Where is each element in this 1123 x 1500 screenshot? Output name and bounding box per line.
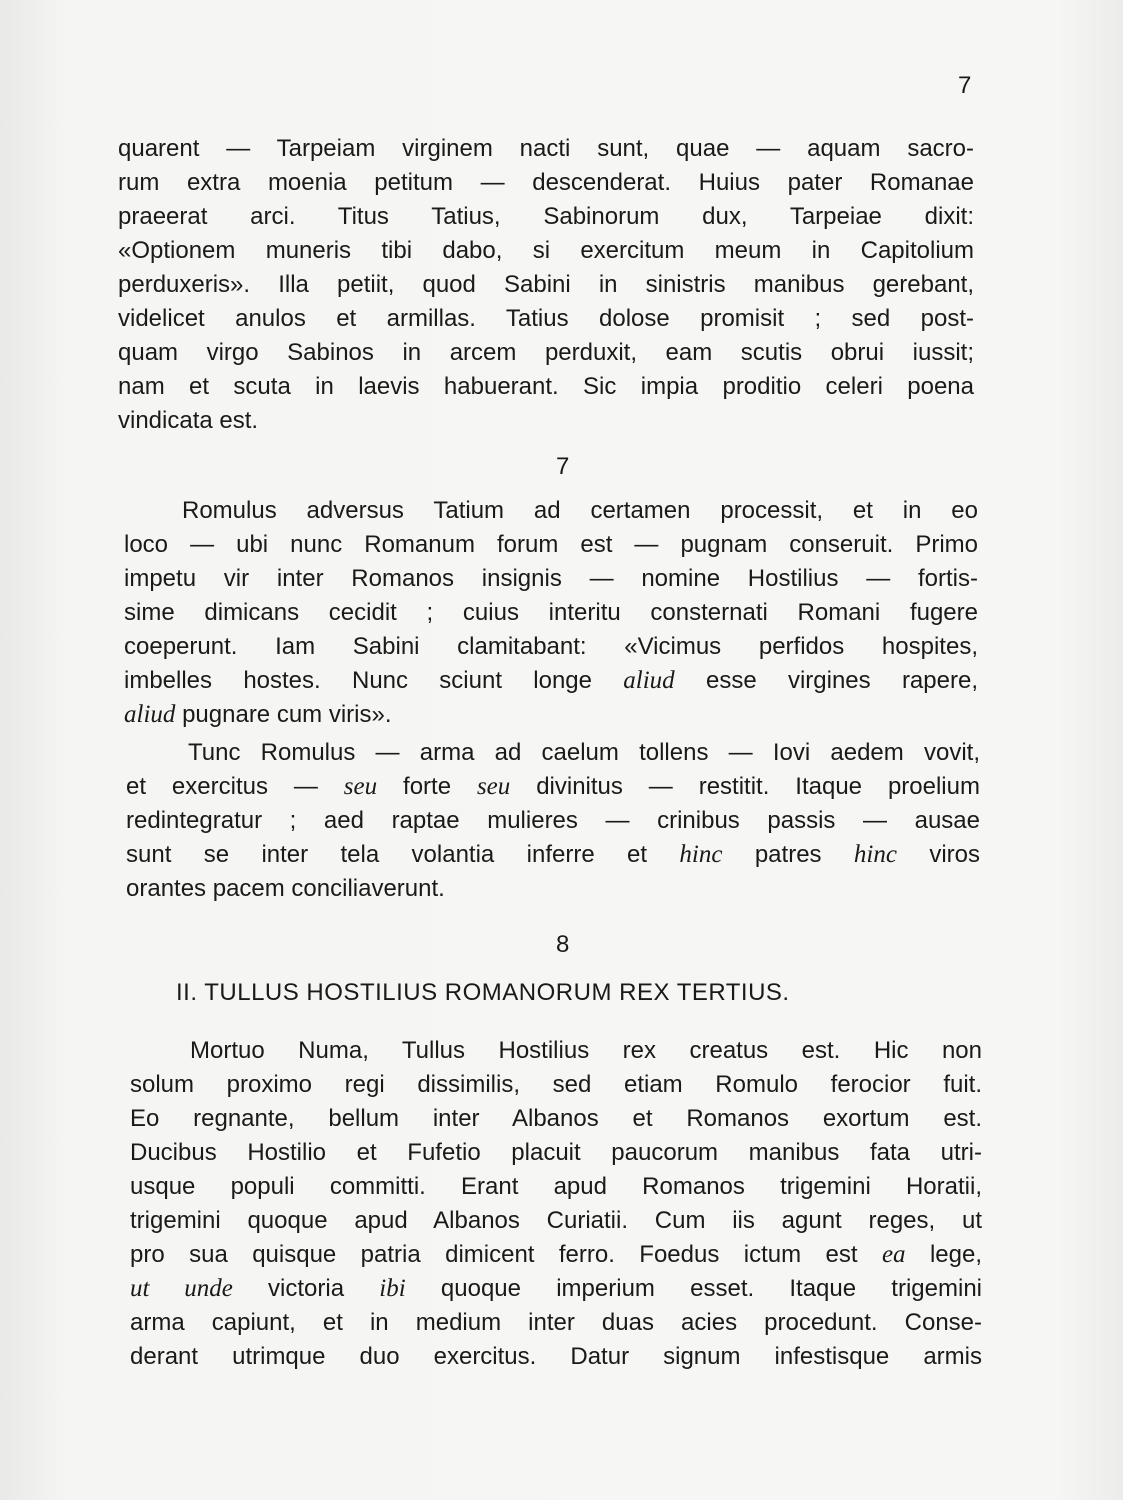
text-line: coeperunt. Iam Sabini clamitabant: «Vicimus perfidos hospites, [124, 633, 978, 660]
text-segment: et exercitus — [126, 773, 344, 800]
text-line: Eo regnante, bellum inter Albanos et Romanos exortum est. [130, 1105, 982, 1132]
text-line: Tunc Romulus — arma ad caelum tollens — Iovi aedem vovit, [188, 739, 980, 766]
italic-word: aliud [623, 667, 675, 694]
italic-word: ibi [379, 1275, 406, 1302]
text-segment: forte [377, 773, 477, 800]
text-line: sime dimicans cecidit ; cuius interitu consternati Romani fugere [124, 599, 978, 626]
text-line: vindicata est. [118, 407, 259, 434]
text-segment: quoque imperium esset. Itaque trigemini [405, 1275, 982, 1302]
italic-word: ea [881, 1241, 906, 1268]
text-segment: imbelles hostes. Nunc sciunt longe [124, 667, 624, 694]
chapter-title: II. TULLUS HOSTILIUS ROMANORUM REX TERTIUS. [176, 979, 790, 1006]
text-line [124, 700, 392, 730]
page-number: 7 [958, 72, 972, 99]
text-line: videlicet anulos et armillas. Tatius dolose promisit ; sed post- [118, 305, 974, 332]
text-segment: sunt se inter tela volantia inferre et [126, 841, 680, 868]
italic-word: aliud [124, 701, 176, 728]
text-line: derant utrimque duo exercitus. Datur signum infestisque armis [130, 1343, 982, 1370]
text-line: quarent — Tarpeiam virginem nacti sunt, quae — aquam sacro- [118, 135, 974, 162]
text-line: perduxeris». Illa petiit, quod Sabini in sinistris manibus gerebant, [118, 271, 974, 298]
text-line: trigemini quoque apud Albanos Curiatii. Cum iis agunt reges, ut [130, 1207, 982, 1234]
text-segment: pro sua quisque patria dimicent ferro. Foedus ictum est [130, 1241, 882, 1268]
section-number: 8 [556, 931, 570, 958]
text-line [126, 772, 980, 802]
text-line: loco — ubi nunc Romanum forum est — pugnam conseruit. Primo [124, 531, 978, 558]
text-line: Mortuo Numa, Tullus Hostilius rex creatus est. Hic non [190, 1037, 982, 1064]
text-segment: esse virgines rapere, [674, 667, 978, 694]
italic-word: seu [476, 773, 511, 800]
text-line: arma capiunt, et in medium inter duas acies procedunt. Conse- [130, 1309, 982, 1336]
text-segment: viros [896, 841, 980, 868]
text-line: usque populi committi. Erant apud Romanos trigemini Horatii, [130, 1173, 982, 1200]
text-line: Romulus adversus Tatium ad certamen processit, et in eo [182, 497, 978, 524]
text-line: redintegratur ; aed raptae mulieres — crinibus passis — ausae [126, 807, 980, 834]
text-segment: lege, [905, 1241, 982, 1268]
text-line: orantes pacem conciliaverunt. [126, 875, 445, 902]
italic-word: seu [343, 773, 378, 800]
text-segment: victoria [232, 1275, 380, 1302]
text-line [124, 666, 978, 696]
text-line: rum extra moenia petitum — descenderat. Huius pater Romanae [118, 169, 974, 196]
text-line [130, 1240, 982, 1270]
text-segment: patres [722, 841, 854, 868]
italic-word: hinc [679, 841, 723, 868]
text-line: solum proximo regi dissimilis, sed etiam Romulo ferocior fuit. [130, 1071, 982, 1098]
text-segment: divinitus — restitit. Itaque proelium [510, 773, 980, 800]
text-line [126, 840, 980, 870]
text-line: nam et scuta in laevis habuerant. Sic impia proditio celeri poena [118, 373, 974, 400]
text-line: praeerat arci. Titus Tatius, Sabinorum dux, Tarpeiae dixit: [118, 203, 974, 230]
text-line: impetu vir inter Romanos insignis — nomine Hostilius — fortis- [124, 565, 978, 592]
italic-word: ut unde [130, 1275, 233, 1302]
text-line [130, 1274, 982, 1304]
text-line: Ducibus Hostilio et Fufetio placuit paucorum manibus fata utri- [130, 1139, 982, 1166]
section-number: 7 [556, 453, 570, 480]
italic-word: hinc [853, 841, 897, 868]
text-segment: pugnare cum viris». [175, 701, 392, 728]
text-line: «Optionem muneris tibi dabo, si exercitum meum in Capitolium [118, 237, 974, 264]
text-line: quam virgo Sabinos in arcem perduxit, eam scutis obrui iussit; [118, 339, 974, 366]
